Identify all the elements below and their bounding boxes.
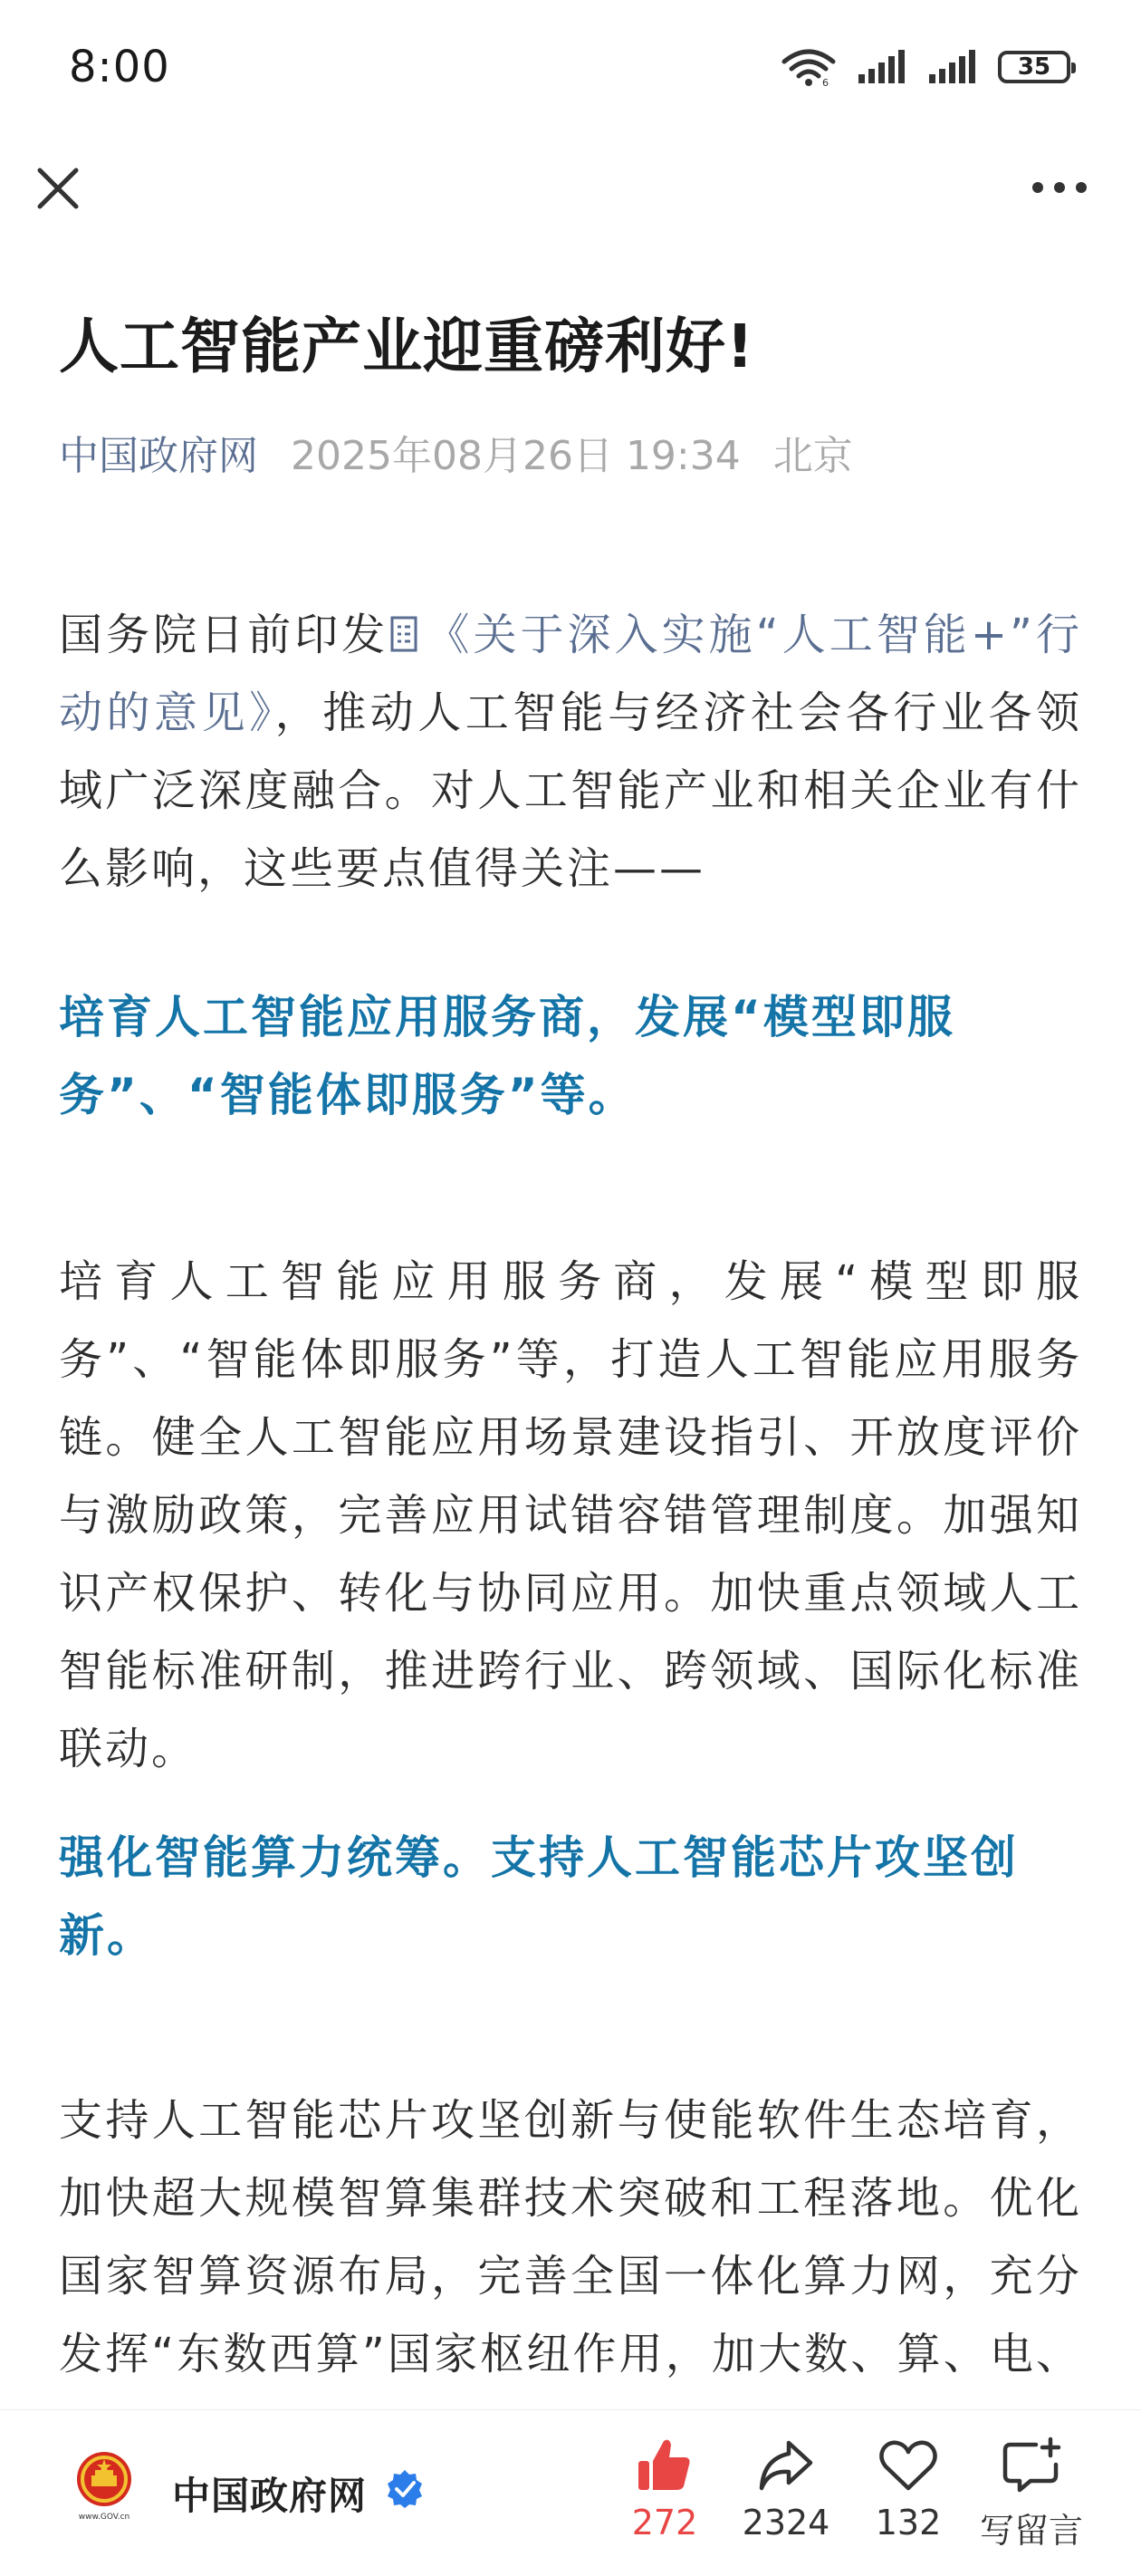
paragraph-text: 国务院日前印发 bbox=[59, 610, 389, 660]
wifi-icon bbox=[781, 47, 837, 87]
favorite-button[interactable] bbox=[849, 2434, 967, 2542]
article-date: 2025年08月26日 19:34 bbox=[291, 432, 741, 479]
more-icon[interactable] bbox=[1031, 174, 1088, 201]
share-icon bbox=[754, 2434, 818, 2497]
battery-level: 35 bbox=[1017, 53, 1051, 81]
status-bar bbox=[0, 0, 1141, 136]
share-button[interactable] bbox=[727, 2434, 845, 2542]
article-meta bbox=[59, 433, 1082, 481]
signal-icon bbox=[857, 49, 907, 85]
article-paragraph: 培育人工智能应用服务商，发展“模型即服务”、“智能体即服务”等，打造人工智能应用服务链。健全人工智能应用场景建设指引、开放度评价与激励政策，完善应用试错容错管理制度。加强知识产权保护、转化与协同应用。加快重点领域人工智能标准研制，推进跨行业、跨领域、国际化标准联动。 bbox=[59, 1256, 1082, 1774]
article-source[interactable]: 中国政府网 bbox=[59, 432, 258, 479]
status-icons bbox=[781, 47, 1070, 87]
national-emblem-logo[interactable] bbox=[72, 2450, 136, 2523]
article bbox=[59, 308, 1082, 2379]
svg-text:6: 6 bbox=[822, 77, 829, 87]
account-name[interactable]: 中国政府网 bbox=[172, 2474, 368, 2518]
article-location: 北京 bbox=[772, 432, 853, 479]
write-comment-button[interactable] bbox=[973, 2434, 1090, 2552]
document-icon bbox=[388, 615, 421, 653]
signal-icon bbox=[927, 49, 978, 85]
svg-text:www.GOV.cn: www.GOV.cn bbox=[78, 2513, 130, 2522]
paragraph-text: ，推动人工智能与经济社会各行业各领域广泛深度融合。对人工智能产业和相关企业有什么影响，这些要点值得关注—— bbox=[59, 687, 1082, 894]
like-button[interactable] bbox=[606, 2434, 724, 2542]
section-heading: 培育人工智能应用服务商，发展“模型即服务”、“智能体即服务”等。 bbox=[59, 991, 955, 1121]
bottom-action-bar bbox=[0, 2409, 1141, 2576]
article-title: 人工智能产业迎重磅利好! bbox=[59, 312, 755, 381]
comment-plus-icon bbox=[1000, 2434, 1063, 2497]
write-comment-label: 写留言 bbox=[979, 2511, 1083, 2551]
article-paragraph: 支持人工智能芯片攻坚创新与使能软件生态培育，加快超大规模智算集群技术突破和工程落地。优化国家智算资源布局，完善全国一体化算力网，充分发挥“东数西算”国家枢纽作用，加大数、算、电、 bbox=[59, 2095, 1082, 2379]
share-count: 2324 bbox=[742, 2503, 830, 2542]
like-count: 272 bbox=[631, 2503, 698, 2542]
article-paragraph bbox=[59, 596, 1082, 908]
heart-icon bbox=[877, 2434, 940, 2497]
close-icon[interactable] bbox=[33, 163, 83, 214]
thumbs-up-icon bbox=[633, 2434, 696, 2497]
section-heading: 强化智能算力统筹。支持人工智能芯片攻坚创新。 bbox=[59, 1831, 1019, 1962]
battery-icon bbox=[998, 51, 1070, 83]
link-text[interactable]: 《关于深入实施“人工智能+”行动的意见》 bbox=[59, 610, 1082, 738]
favorite-count: 132 bbox=[875, 2503, 942, 2542]
verified-badge-icon bbox=[385, 2468, 425, 2508]
status-time: 8:00 bbox=[69, 42, 170, 92]
